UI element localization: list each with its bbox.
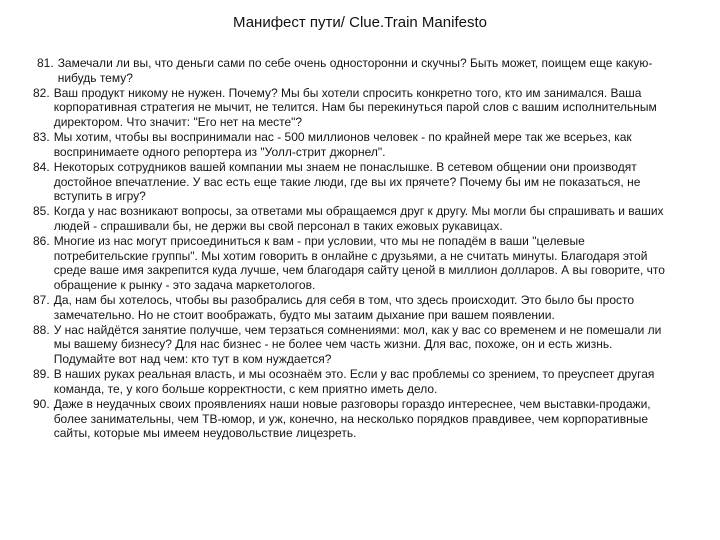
- item-number: 86.: [33, 234, 50, 249]
- item-number: 85.: [33, 204, 50, 219]
- list-item: [33, 367, 673, 396]
- item-text: Да, нам бы хотелось, чтобы вы разобрались для себя в том, что здесь происходит. Это было бы просто замечательно. Но не стоит воображать, будто мы затаим дыхание при вашем появлении.: [53, 293, 635, 322]
- item-number: 81.: [37, 56, 54, 70]
- item-text: Ваш продукт никому не нужен. Почему? Мы бы хотели спросить конкретно того, кто им занимался. Ваша корпоративная стратегия не мычит, не телится. Нам бы перекинуться парой слов с вашим исполнительным директором. Что значит: "Его нет на месте"?: [53, 85, 657, 129]
- list-item: [33, 234, 673, 292]
- list-item: [37, 56, 673, 85]
- list-item: [33, 397, 673, 441]
- item-number: 87.: [33, 293, 50, 308]
- list-item: [33, 323, 673, 367]
- item-number: 90.: [33, 397, 50, 411]
- item-text: Даже в неудачных своих проявлениях наши новые разговоры гораздо интереснее, чем выставки-продажи, более занимательны, чем ТВ-юмор, и уж, конечно, на несколько порядков правдивее, чем корпоративные сайты, которые мы имеем неудовольствие лицезреть.: [53, 397, 651, 441]
- item-text: Мы хотим, чтобы вы воспринимали нас - 500 миллионов человек - по крайней мере так же всерьез, как воспринимаете одного репортера из "Уолл-стрит джорнел".: [53, 130, 632, 159]
- item-text: Замечали ли вы, что деньги сами по себе очень односторонни и скучны? Быть может, поищем еще какую-нибудь тему?: [57, 56, 653, 85]
- manifesto-list: [33, 56, 673, 441]
- list-item: [33, 293, 673, 322]
- item-number: 82.: [33, 85, 50, 100]
- list-item: [33, 130, 673, 159]
- item-text: Некоторых сотрудников вашей компании мы знаем не понаслышке. В сетевом общении они производят достойное впечатление. У вас есть еще такие люди, где вы их прячете? Почему бы им не показаться, не вступить в игру?: [53, 159, 641, 204]
- item-number: 83.: [33, 130, 50, 145]
- page-title: Манифест пути/ Clue.Train Manifesto: [233, 14, 487, 31]
- item-text: Многие из нас могут присоединиться к вам - при условии, что мы не попадём в ваши "целевые потребительские группы". Мы хотим говорить в онлайне с друзьями, а не считать минуты. Благодаря этой среде ваше имя закрепится куда лучше, чем благодаря сайту ценой в миллион долларов. А вы говорите, что обращение к рынку - это задача маркетологов.: [53, 234, 665, 292]
- item-text: Когда у нас возникают вопросы, за ответами мы обращаемся друг к другу. Мы могли бы спрашивать и ваших людей - спрашивали бы, не держи вы свой персонал в таких ежовых рукавицах.: [53, 204, 664, 233]
- item-number: 88.: [33, 322, 50, 337]
- list-item: [33, 86, 673, 130]
- list-item: [33, 160, 673, 204]
- item-text: В наших руках реальная власть, и мы осознаём это. Если у вас проблемы со зрением, то преуспеет другая команда, те, у кого больше корректности, с кем приятно иметь дело.: [53, 367, 655, 396]
- item-number: 84.: [33, 159, 50, 174]
- item-text: У нас найдётся занятие получше, чем терзаться сомнениями: мол, как у вас со временем и не помешали ли мы вашему бизнесу? Для нас бизнес - не более чем часть жизни. Для вас, похоже, он и есть жизнь. Подумайте вот над чем: кто тут в ком нуждается?: [53, 322, 662, 367]
- item-number: 89.: [33, 367, 50, 382]
- list-item: [33, 204, 673, 233]
